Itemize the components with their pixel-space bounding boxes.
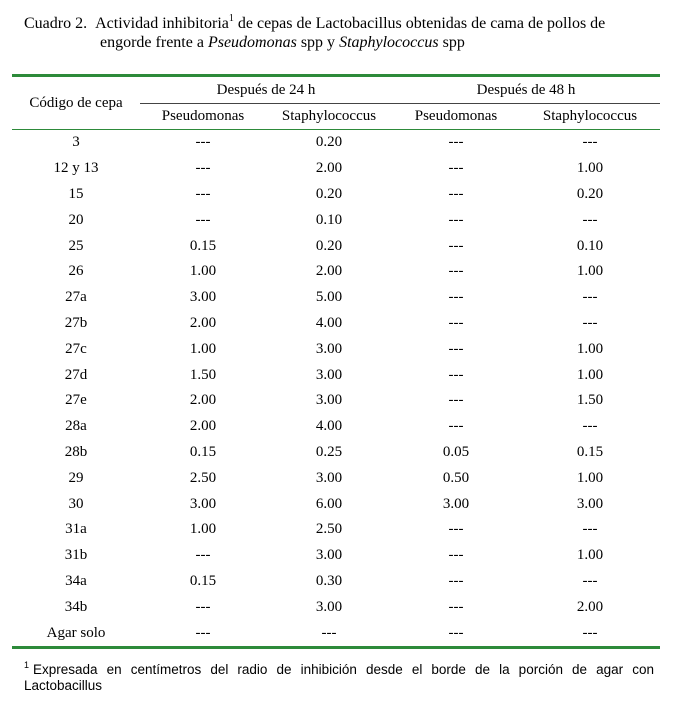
cell-code: 27a [65, 289, 87, 306]
table-row [12, 594, 660, 620]
data-table [12, 74, 660, 649]
cell-pseudomonas-24h: --- [195, 211, 211, 228]
cell-pseudomonas-48h: --- [448, 134, 464, 151]
cell-staphylococcus-48h: --- [582, 314, 598, 331]
cell-pseudomonas-48h: --- [448, 185, 464, 202]
cell-staphylococcus-24h: 5.00 [315, 289, 343, 306]
cell-staphylococcus-24h: 0.25 [315, 443, 343, 460]
cell-staphylococcus-48h: 0.20 [576, 185, 604, 202]
cell-staphylococcus-24h: 0.30 [315, 572, 343, 589]
cell-pseudomonas-48h: --- [448, 521, 464, 538]
table-row [12, 311, 660, 337]
cell-pseudomonas-24h: 0.15 [189, 572, 217, 589]
cell-code: 27e [65, 392, 87, 409]
caption-footnote-marker: 1 [228, 13, 234, 24]
cell-code: 28a [65, 418, 87, 435]
cell-pseudomonas-24h: --- [195, 134, 211, 151]
cell-staphylococcus-48h: 1.50 [576, 392, 604, 409]
cell-pseudomonas-48h: --- [448, 418, 464, 435]
caption-text: Actividad inhibitoria [95, 15, 229, 32]
cell-staphylococcus-48h: 1.00 [576, 340, 604, 357]
cell-pseudomonas-48h: --- [448, 263, 464, 280]
table-row [12, 414, 660, 440]
cell-staphylococcus-24h: 0.20 [315, 237, 343, 254]
cell-staphylococcus-48h: --- [582, 572, 598, 589]
caption-line-1 [24, 14, 664, 33]
cell-pseudomonas-24h: 2.00 [189, 392, 217, 409]
cell-pseudomonas-24h: 0.15 [189, 237, 217, 254]
caption-organism: Staphylococcus [339, 34, 439, 51]
cell-code: 25 [68, 237, 84, 254]
column-group-header-24h: Después de 24 h [140, 76, 392, 104]
caption-text: spp [438, 34, 465, 51]
cell-pseudomonas-24h: --- [195, 547, 211, 564]
cell-pseudomonas-24h: --- [140, 620, 266, 647]
caption-text: engorde frente a [100, 34, 208, 51]
cell-pseudomonas-24h: 3.00 [189, 289, 217, 306]
cell-pseudomonas-48h: --- [448, 572, 464, 589]
cell-staphylococcus-24h: 3.00 [315, 547, 343, 564]
table-row [12, 285, 660, 311]
cell-pseudomonas-48h: 0.05 [442, 443, 470, 460]
table-body [12, 130, 660, 648]
cell-pseudomonas-24h: --- [195, 185, 211, 202]
cell-staphylococcus-24h: 3.00 [315, 392, 343, 409]
cell-code: Agar solo [12, 620, 140, 647]
cell-pseudomonas-48h: --- [448, 314, 464, 331]
cell-staphylococcus-24h: 0.20 [315, 185, 343, 202]
cell-pseudomonas-24h: 2.00 [189, 314, 217, 331]
cell-staphylococcus-48h: --- [582, 418, 598, 435]
cell-pseudomonas-48h: 3.00 [442, 495, 470, 512]
table-caption [24, 14, 664, 52]
cell-staphylococcus-24h: 0.10 [315, 211, 343, 228]
cell-staphylococcus-24h: 4.00 [315, 314, 343, 331]
cell-code: 20 [68, 211, 84, 228]
cell-pseudomonas-24h: 3.00 [189, 495, 217, 512]
cell-pseudomonas-24h: --- [195, 598, 211, 615]
cell-code: 27c [65, 340, 87, 357]
cell-staphylococcus-24h: 3.00 [315, 340, 343, 357]
cell-pseudomonas-24h: 1.50 [189, 366, 217, 383]
cell-pseudomonas-48h: --- [448, 366, 464, 383]
cell-code: 28b [64, 443, 88, 460]
table-row [12, 491, 660, 517]
column-header-staphylococcus-48h: Staphylococcus [520, 104, 660, 130]
cell-code: 30 [68, 495, 84, 512]
cell-staphylococcus-24h: 3.00 [315, 366, 343, 383]
cell-code: 27b [64, 314, 88, 331]
caption-text: de cepas de Lactobacillus obtenidas de cama de pollos de [233, 15, 606, 32]
cell-pseudomonas-24h: 1.00 [189, 263, 217, 280]
cell-pseudomonas-48h: --- [448, 340, 464, 357]
caption-line-2 [24, 33, 664, 52]
cell-staphylococcus-48h: --- [582, 211, 598, 228]
cell-pseudomonas-24h: 2.50 [189, 469, 217, 486]
footnote [24, 662, 654, 694]
cell-pseudomonas-48h: --- [448, 392, 464, 409]
cell-pseudomonas-24h: --- [195, 160, 211, 177]
cell-pseudomonas-48h: 0.50 [442, 469, 470, 486]
column-header-pseudomonas-48h: Pseudomonas [392, 104, 520, 130]
table-row [12, 182, 660, 208]
cell-pseudomonas-24h: 2.00 [189, 418, 217, 435]
cell-staphylococcus-48h: 1.00 [576, 263, 604, 280]
table-row [12, 233, 660, 259]
table-row [12, 388, 660, 414]
footnote-marker: 1 [24, 660, 30, 670]
table-row [12, 207, 660, 233]
table-row [12, 543, 660, 569]
footnote-text: Expresada en centímetros del radio de inhibición desde el borde de la porción de agar con Lactobacillus [24, 662, 654, 693]
column-header-code: Código de cepa [12, 76, 140, 130]
cell-code: 34b [64, 598, 88, 615]
cell-pseudomonas-24h: 0.15 [189, 443, 217, 460]
table-row [12, 517, 660, 543]
cell-pseudomonas-48h: --- [448, 237, 464, 254]
table-row [12, 620, 660, 647]
cell-code: 31a [65, 521, 87, 538]
cell-staphylococcus-48h: --- [582, 521, 598, 538]
column-header-staphylococcus-24h: Staphylococcus [266, 104, 392, 130]
caption-organism: Pseudomonas [207, 34, 297, 51]
caption-text: spp y [296, 34, 340, 51]
cell-pseudomonas-48h: --- [448, 289, 464, 306]
cell-staphylococcus-48h: --- [520, 620, 660, 647]
cell-staphylococcus-48h: 0.10 [576, 237, 604, 254]
cell-staphylococcus-48h: 1.00 [576, 547, 604, 564]
cell-staphylococcus-24h: 2.00 [315, 263, 343, 280]
cell-pseudomonas-48h: --- [448, 598, 464, 615]
cell-staphylococcus-24h: 3.00 [315, 469, 343, 486]
column-header-pseudomonas-24h: Pseudomonas [140, 104, 266, 130]
cell-code: 15 [68, 185, 84, 202]
cell-staphylococcus-24h: 4.00 [315, 418, 343, 435]
caption-label: Cuadro 2. [24, 15, 88, 32]
cell-code: 3 [72, 134, 80, 151]
cell-staphylococcus-48h: 0.15 [576, 443, 604, 460]
cell-staphylococcus-24h: 6.00 [315, 495, 343, 512]
cell-staphylococcus-48h: 3.00 [576, 495, 604, 512]
table-row [12, 440, 660, 466]
cell-pseudomonas-48h: --- [448, 211, 464, 228]
cell-pseudomonas-24h: 1.00 [189, 340, 217, 357]
table-row [12, 362, 660, 388]
cell-staphylococcus-24h: 3.00 [315, 598, 343, 615]
cell-code: 12 y 13 [53, 160, 99, 177]
table-row [12, 156, 660, 182]
cell-staphylococcus-48h: --- [582, 134, 598, 151]
cell-pseudomonas-48h: --- [448, 547, 464, 564]
cell-code: 26 [68, 263, 84, 280]
table-row [12, 336, 660, 362]
cell-code: 27d [64, 366, 88, 383]
cell-staphylococcus-48h: 1.00 [576, 366, 604, 383]
cell-staphylococcus-48h: 1.00 [576, 160, 604, 177]
cell-code: 31b [64, 547, 88, 564]
cell-staphylococcus-24h: 2.50 [315, 521, 343, 538]
cell-pseudomonas-48h: --- [392, 620, 520, 647]
table-row [12, 465, 660, 491]
cell-pseudomonas-48h: --- [448, 160, 464, 177]
cell-staphylococcus-24h: 2.00 [315, 160, 343, 177]
table-row [12, 569, 660, 595]
cell-pseudomonas-24h: 1.00 [189, 521, 217, 538]
cell-code: 29 [68, 469, 84, 486]
cell-staphylococcus-24h: 0.20 [315, 134, 343, 151]
column-group-header-48h: Después de 48 h [392, 76, 660, 104]
cell-staphylococcus-48h: --- [582, 289, 598, 306]
cell-code: 34a [65, 572, 87, 589]
cell-staphylococcus-24h: --- [266, 620, 392, 647]
table-row [12, 130, 660, 156]
table-row [12, 259, 660, 285]
cell-staphylococcus-48h: 1.00 [576, 469, 604, 486]
cell-staphylococcus-48h: 2.00 [576, 598, 604, 615]
